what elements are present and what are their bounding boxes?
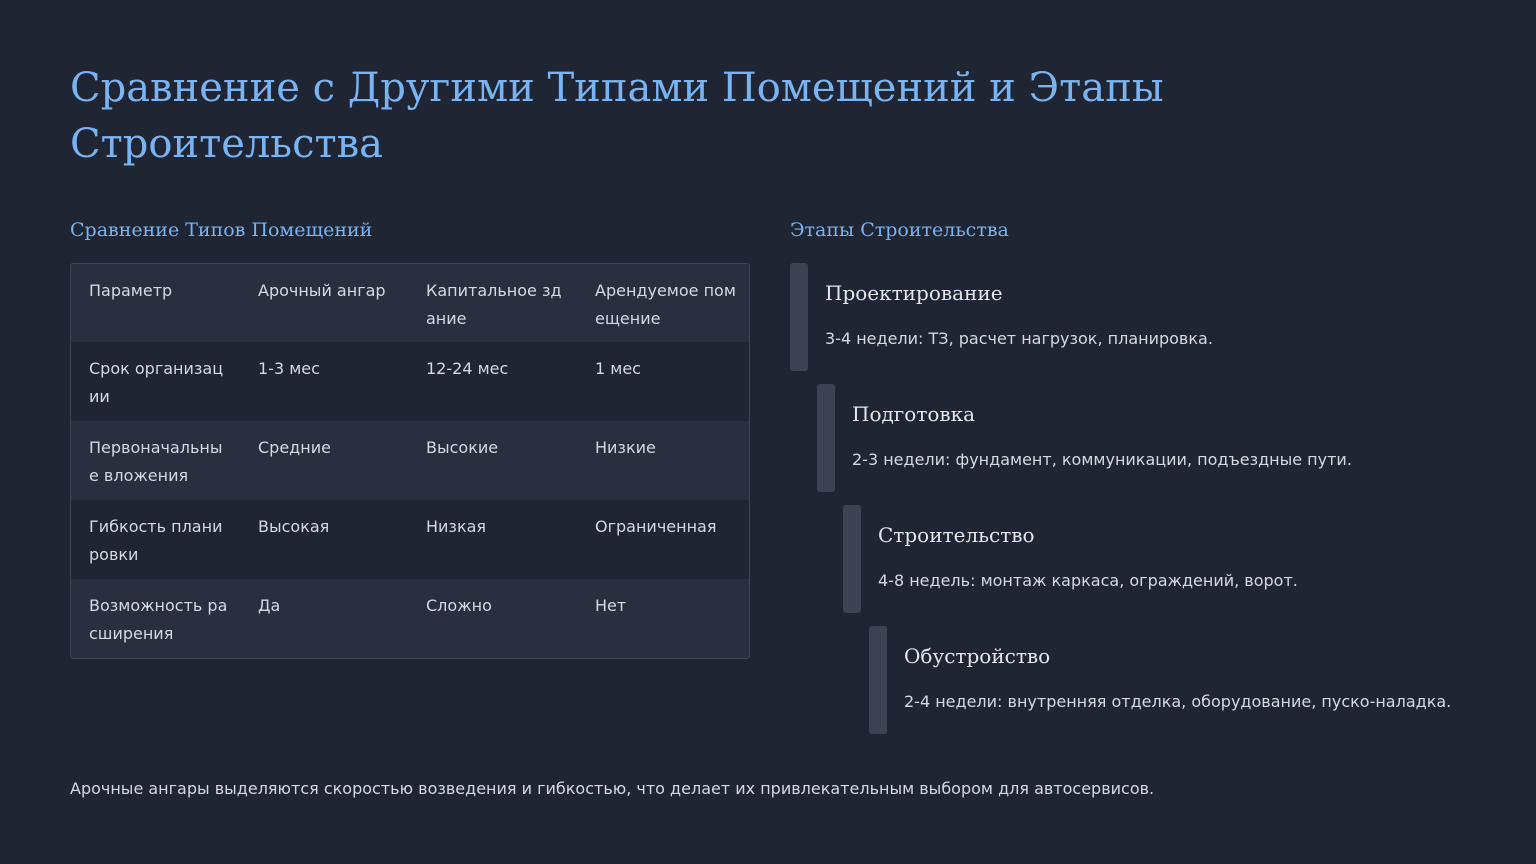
table-row: [71, 342, 749, 421]
table-cell: Низкая: [426, 517, 487, 536]
table-row: [71, 579, 749, 658]
table-cell: Срок организации: [89, 359, 224, 406]
stage-description: 3-4 недели: ТЗ, расчет нагрузок, планировка.: [825, 329, 1213, 348]
table-cell: Низкие: [595, 438, 656, 457]
footer-note: Арочные ангары выделяются скоростью возведения и гибкостью, что делает их привлекательным выбором для автосервисов.: [70, 779, 1155, 798]
table-cell: Средние: [258, 438, 331, 457]
table-cell: Возможность расширения: [89, 596, 228, 643]
table-row: [71, 500, 749, 579]
header-cell-rented-space: Арендуемое помещение: [595, 281, 736, 328]
stages-section-title: Этапы Строительства: [790, 219, 1009, 241]
comparison-table: [70, 263, 750, 659]
stage-description: 2-4 недели: внутренняя отделка, оборудование, пуско-наладка.: [904, 692, 1452, 711]
stage-bar: [817, 384, 835, 492]
stage-title: Строительство: [878, 523, 1035, 547]
page-title: Сравнение с Другими Типами Помещений и Этапы Строительства: [70, 65, 1164, 167]
table-cell: Высокая: [258, 517, 330, 536]
stage-bar: [869, 626, 887, 734]
table-cell: Да: [258, 596, 281, 615]
table-row: [71, 421, 749, 500]
table-cell: 1-3 мес: [258, 359, 320, 378]
table-cell: 12-24 мес: [426, 359, 509, 378]
stage-description: 4-8 недель: монтаж каркаса, ограждений, ворот.: [878, 571, 1298, 590]
stage-description: 2-3 недели: фундамент, коммуникации, подъездные пути.: [852, 450, 1352, 469]
stage-title: Обустройство: [904, 644, 1051, 668]
stage-bar: [843, 505, 861, 613]
table-cell: Первоначальные вложения: [89, 438, 223, 485]
table-cell: Высокие: [426, 438, 499, 457]
header-cell-parameter: Параметр: [89, 281, 173, 300]
header-cell-capital-building: Капитальное здание: [426, 281, 562, 328]
comparison-section-title: Сравнение Типов Помещений: [70, 219, 373, 241]
header-cell-arch-hangar: Арочный ангар: [258, 281, 386, 300]
stage-title: Проектирование: [825, 281, 1003, 305]
table-cell: Сложно: [426, 596, 492, 615]
table-cell: 1 мес: [595, 359, 641, 378]
table-header-row: [71, 264, 749, 342]
table-cell: Гибкость планировки: [89, 517, 223, 564]
table-cell: Нет: [595, 596, 627, 615]
stage-title: Подготовка: [852, 402, 976, 426]
stage-bar: [790, 263, 808, 371]
table-cell: Ограниченная: [595, 517, 717, 536]
